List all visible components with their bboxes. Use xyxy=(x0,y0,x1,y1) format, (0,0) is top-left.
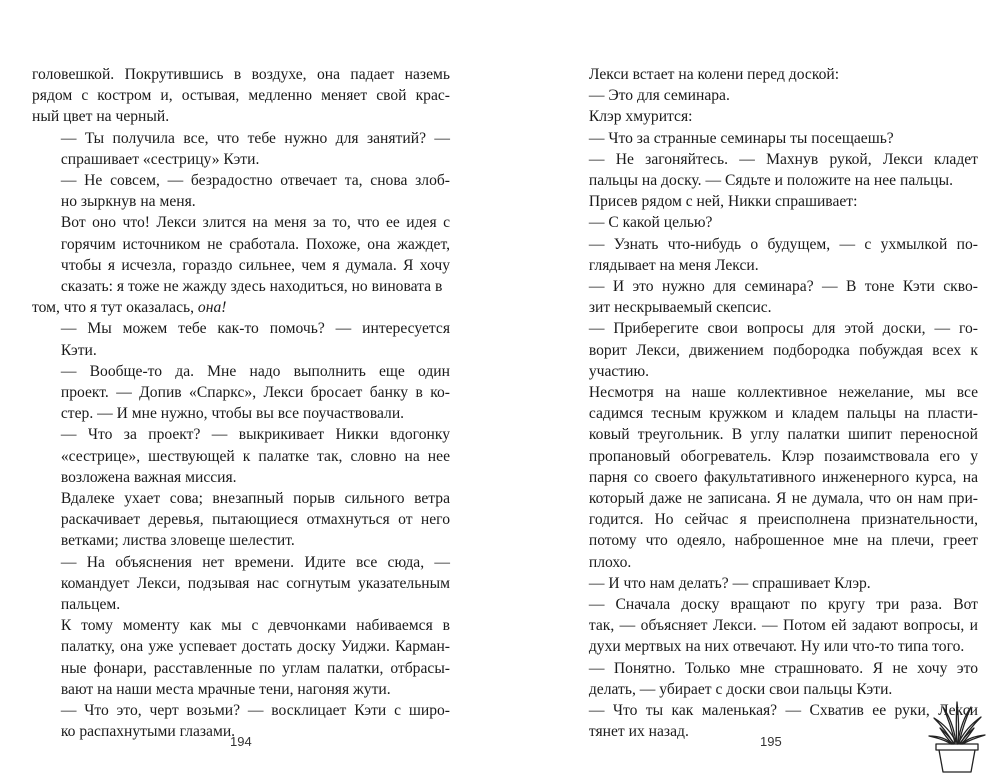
text-line: — Вообще-то да. Мне надо выполнить еще один xyxy=(60,362,450,380)
text-line: — Что ты как маленькая? — Схватив ее руки, Лекси xyxy=(588,702,978,720)
text-line: К тому моменту как мы с девчонками набиваемся в xyxy=(60,617,450,635)
text-line: садимся тесным кружком и кладем пальцы на пласти- xyxy=(588,405,978,423)
paragraph xyxy=(560,658,978,700)
text-line: ковый треугольник. В углу палатки шипит переносной xyxy=(588,426,978,444)
paragraph xyxy=(32,64,450,128)
paragraph xyxy=(560,191,978,212)
text-line: но зыркнув на меня. xyxy=(60,193,196,211)
text-line: так, — объясняет Лекси. — Потом ей задают вопросы, и xyxy=(588,617,978,635)
paragraph xyxy=(32,170,450,212)
paragraph xyxy=(560,318,978,382)
text-line: головешкой. Покрутившись в воздухе, она падает наземь xyxy=(32,66,450,83)
paragraph xyxy=(560,128,978,149)
paragraph xyxy=(560,85,978,106)
paragraph xyxy=(560,382,978,573)
text-line: ко распахнутыми глазами. xyxy=(60,723,236,741)
text-line: Вдалеке ухает сова; внезапный порыв сильного ветра xyxy=(60,490,450,508)
text-line: ный цвет на черный. xyxy=(32,108,170,126)
text-line: ные фонари, расставленные по углам палатки, отбрасы- xyxy=(60,659,450,677)
text-line: стер. — И мне нужно, чтобы вы все поучаствовали. xyxy=(60,405,405,423)
text-line: чтобы я исчезла, гораздо сильнее, чем я думала. Я хочу xyxy=(60,256,450,274)
text-line: — Понятно. Только мне страшновато. Я не хочу это xyxy=(588,659,978,677)
paragraph xyxy=(32,212,450,297)
paragraph xyxy=(32,552,450,616)
paragraph xyxy=(32,297,450,318)
text-line: — Не загоняйтесь. — Махнув рукой, Лекси кладет xyxy=(588,150,978,168)
text-line: ворит Лекси, движением подбородка побуждая всех к xyxy=(588,341,978,359)
right-page-number: 195 xyxy=(760,734,782,749)
potted-plant-icon xyxy=(926,694,988,774)
text-line: — Мы можем тебе как-то помочь? — интересуется xyxy=(60,320,450,338)
text-line: — С какой целью? xyxy=(588,214,713,232)
text-line: рядом с костром и, остывая, медленно меняет свой крас- xyxy=(32,87,450,105)
text-line: парня со своего факультативного инженерного курса, на xyxy=(588,468,978,486)
text-line: Несмотря на наше коллективное нежелание, мы все xyxy=(588,384,978,402)
text-line: проект. — Допив «Спаркс», Лекси бросает банку в ко- xyxy=(60,384,450,402)
text-line: горячим источником не сработала. Похоже, она жаждет, xyxy=(60,235,450,253)
text-line: «сестрице», шествующей к палатке так, словно на нее xyxy=(60,447,450,465)
text-line: тянет их назад. xyxy=(588,723,689,741)
text-line: — Что это, черт возьми? — восклицает Кэти с широ- xyxy=(60,702,450,720)
text-line: — Приберегите свои вопросы для этой доски, — го- xyxy=(588,320,978,338)
text-line: раскачивает деревья, пытающиеся отмахнуться от него xyxy=(60,511,450,529)
text-line: пальцы на доску. — Сядьте и положите на нее пальцы. xyxy=(588,172,954,190)
paragraph xyxy=(32,424,450,488)
text-line: командует Лекси, подзывая нас согнутым указательным xyxy=(60,574,450,592)
text-line: пальцем. xyxy=(60,596,121,614)
text-line: Присев рядом с ней, Никки спрашивает: xyxy=(588,193,858,211)
text-line: сказать: я тоже не жажду здесь находиться, но виновата в xyxy=(60,278,443,296)
text-line: духи мертвых на них отвечают. Ну или что-то типа того. xyxy=(588,638,965,656)
text-line: годится. Но сейчас я преисполнена признательности, xyxy=(588,511,978,529)
text-line: — Это для семинара. xyxy=(588,87,730,105)
left-page-number: 194 xyxy=(230,734,252,749)
text-line: глядывает на меня Лекси. xyxy=(588,256,759,274)
right-page-text xyxy=(560,64,978,743)
text-line: потому что одеяло, наброшенное мне на плечи, греет xyxy=(588,532,978,550)
paragraph xyxy=(560,106,978,127)
paragraph xyxy=(32,615,450,700)
paragraph xyxy=(560,212,978,233)
paragraph xyxy=(560,573,978,594)
text-line: — И что нам делать? — спрашивает Клэр. xyxy=(588,574,871,592)
text-line: возложена важная миссия. xyxy=(60,468,237,486)
text-line: палатку, она уже успевает достать доску Уиджи. Карман- xyxy=(60,638,450,656)
text-line: Вот оно что! Лекси злится на меня за то, что ее идея с xyxy=(60,214,450,232)
text-line: спрашивает «сестрицу» Кэти. xyxy=(60,150,260,168)
paragraph xyxy=(32,128,450,170)
left-page-text xyxy=(32,64,450,743)
text-line: пропановый обогреватель. Клэр позаимствовала его у xyxy=(588,447,978,465)
paragraph xyxy=(32,361,450,425)
paragraph xyxy=(560,149,978,191)
text-line: — На объяснения нет времени. Идите все сюда, — xyxy=(60,553,450,571)
text-line: — И это нужно для семинара? — В тоне Кэти скво- xyxy=(588,278,978,296)
text-line: — Сначала доску вращают по кругу три раза. Вот xyxy=(588,596,978,614)
paragraph xyxy=(560,594,978,658)
text-line: — Не совсем, — безрадостно отвечает та, снова злоб- xyxy=(60,172,450,190)
text-line: том, что я тут оказалась, она! xyxy=(32,299,227,317)
text-line: участию. xyxy=(588,362,650,380)
text-line: зит нескрываемый скепсис. xyxy=(588,299,772,317)
text-line: делать, — убирает с доски свои пальцы Кэти. xyxy=(588,680,893,698)
text-line: Лекси встает на колени перед доской: xyxy=(588,66,840,83)
emphasis: она! xyxy=(197,299,227,317)
text-line: Клэр хмурится: xyxy=(588,108,693,126)
text-line: который даже не записана. Я не думала, что он нам при- xyxy=(588,490,978,508)
text-line: ветками; листва зловеще шелестит. xyxy=(60,532,295,550)
text-line: — Узнать что-нибудь о будущем, — с ухмылкой по- xyxy=(588,235,978,253)
paragraph xyxy=(32,488,450,552)
paragraph xyxy=(560,64,978,85)
text-line: — Что за проект? — выкрикивает Никки вдогонку xyxy=(60,426,450,444)
paragraph xyxy=(560,276,978,318)
text-line: вают на наши места мрачные тени, нагоняя жути. xyxy=(60,680,391,698)
text-line: — Что за странные семинары ты посещаешь? xyxy=(588,129,894,147)
text-line: Кэти. xyxy=(60,341,97,359)
text-line: плохо. xyxy=(588,553,632,571)
paragraph xyxy=(560,234,978,276)
paragraph xyxy=(32,318,450,360)
text-line: — Ты получила все, что тебе нужно для занятий? — xyxy=(60,129,450,147)
